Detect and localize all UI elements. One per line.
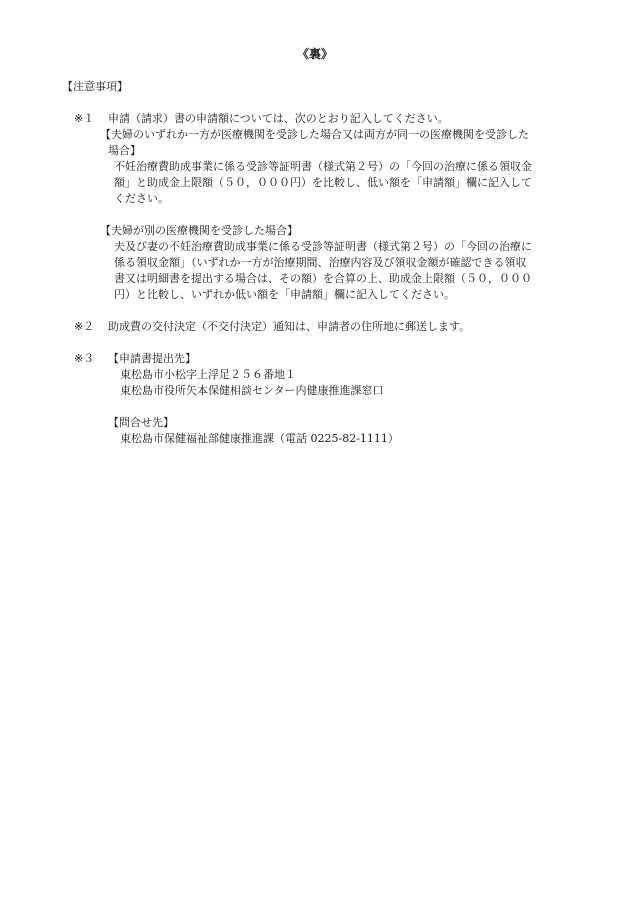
submit-address: 東松島市小松字上浮足２５６番地１ [120, 368, 296, 381]
section-heading: 【注意事項】 [62, 80, 128, 93]
case-a-body [114, 159, 584, 207]
case-a-body-line-2: 額」と助成金上限額（５０，０００円）を比較し、低い額を「申請額」欄に記入して [114, 176, 532, 189]
contact-heading: 【問合せ先】 [108, 416, 174, 429]
note-2-text: 助成費の交付決定（不交付決定）通知は、申請者の住所地に郵送します。 [108, 320, 471, 333]
case-a-body-line-3: ください。 [114, 192, 169, 205]
case-b-heading-line: 【夫婦が別の医療機関を受診した場合】 [100, 224, 298, 237]
contact-info [108, 415, 588, 447]
case-a-body-line-1: 不妊治療費助成事業に係る受診等証明書（様式第２号）の「今回の治療に係る領収金 [114, 160, 532, 173]
page-title: 《裏》 [296, 47, 333, 61]
submit-heading: 【申請書提出先】 [108, 352, 196, 365]
case-b-heading [100, 223, 590, 239]
note-1-text: 申請（請求）書の申請額については、次のとおり記入してください。 [108, 112, 449, 125]
submit-destination [108, 351, 588, 399]
note-1-marker: ※１ [74, 112, 95, 125]
case-b-body [114, 239, 584, 303]
contact-phone: 東松島市保健福祉部健康推進課（電話 0225-82-1111） [120, 432, 399, 445]
case-a-heading-line-2: 場合】 [108, 144, 141, 157]
case-a-heading-line-1: 【夫婦のいずれか一方が医療機関を受診した場合又は両方が同一の医療機関を受診した [100, 128, 529, 141]
case-b-body-line-3: 書又は明細書を提出する場合は、その額）を合算の上、助成金上限額（５０，０００ [114, 272, 532, 285]
case-b-body-line-4: 円）と比較し、いずれか低い額を「申請額」欄に記入してください。 [114, 288, 455, 301]
case-b-body-line-1: 夫及び妻の不妊治療費助成事業に係る受診等証明書（様式第２号）の「今回の治療に [114, 240, 532, 253]
submit-office: 東松島市役所矢本保健相談センター内健康推進課窓口 [120, 384, 384, 397]
case-a-heading [100, 127, 590, 159]
note-2-marker: ※２ [74, 320, 95, 333]
note-3-marker: ※３ [74, 352, 95, 365]
case-b-body-line-2: 係る領収金額」（いずれか一方が治療期間、治療内容及び領収金額が確認できる領収 [114, 256, 527, 269]
